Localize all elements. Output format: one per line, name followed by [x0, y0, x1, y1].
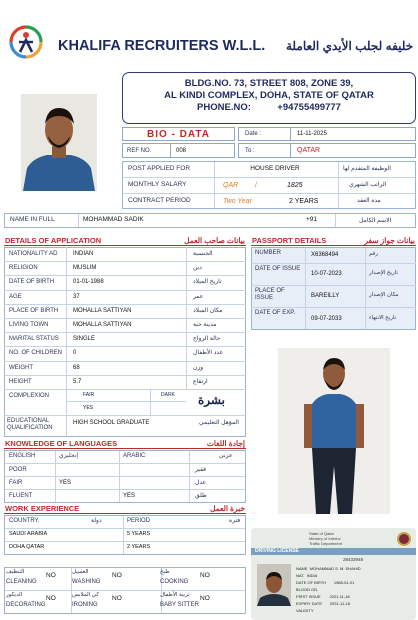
license-dept: Traffic Department	[309, 541, 342, 546]
skill-label: IRONING	[72, 602, 98, 608]
app-row-arabic: عمر	[193, 293, 204, 300]
passport-row-value: BAREILLY	[311, 293, 340, 299]
app-row-value: MOHALLA SATTIYAN	[73, 307, 132, 314]
period-label: PERIOD	[127, 518, 151, 524]
salary-currency: QAR	[223, 181, 239, 189]
complexion-arabic: بشرة	[198, 393, 225, 407]
license-number: 28433948	[343, 557, 364, 562]
language-arabic-value: YES	[123, 492, 136, 499]
license-expiry: EXPIRY DATE 2031-11-18	[296, 601, 350, 606]
complexion-yes: YES	[83, 404, 94, 411]
row-divider	[4, 361, 246, 362]
app-row-arabic: مكان الميلاد	[193, 307, 223, 314]
qatar-emblem-icon	[397, 532, 411, 546]
skill-label: BABY SITTER	[160, 602, 199, 608]
complexion-label: COMPLEXION	[9, 393, 50, 399]
app-row-arabic: مدينة حية	[193, 322, 217, 329]
license-name: NAME MOHAMMAD S. M. SHAHID	[296, 566, 361, 571]
language-english: ENGLISH	[9, 453, 36, 459]
app-row-label: AGE	[9, 293, 22, 300]
app-row-value: 37	[73, 293, 80, 300]
language-level-label: FAIR	[9, 479, 23, 486]
language-arabic-value	[120, 476, 123, 489]
passport-row-label: DATE OF EXP.	[255, 310, 296, 316]
skill-arabic: التنظيف	[6, 569, 25, 575]
app-row-label: NATIONALITY AD	[9, 251, 58, 258]
skill-label: CLEANING	[6, 579, 37, 585]
app-row-value: 0	[73, 350, 77, 357]
app-row-label: NO. OF CHILDREN	[9, 350, 63, 357]
app-row-arabic: دين	[193, 265, 202, 272]
license-blood: BLOOD GR.	[296, 587, 319, 592]
app-row-value: 01-01-1988	[73, 279, 104, 286]
experience-period: 5 YEARS	[127, 530, 151, 537]
row-divider	[4, 261, 246, 262]
education-arabic: المؤهل التعليمي	[199, 420, 239, 426]
post-value: HOUSE DRIVER	[250, 164, 300, 172]
skill-label: WASHING	[72, 579, 101, 585]
languages-title: KNOWLEDGE OF LANGUAGES	[5, 439, 118, 448]
experience-country: SAUDI ARABIA	[9, 530, 48, 537]
app-row-label: MARITAL STATUS	[9, 336, 59, 343]
app-row-label: DATE OF BIRTH	[9, 279, 55, 286]
skill-label: DECORATING	[6, 602, 46, 608]
experience-section-header	[4, 504, 246, 514]
app-row-arabic: ارتفاع	[193, 378, 208, 385]
name-code: +91	[306, 216, 318, 224]
to-value: QATAR	[297, 147, 321, 154]
post-arabic: الوظيفة المتقدم لها	[343, 166, 391, 172]
skill-label: COOKING	[160, 579, 189, 585]
app-row-arabic: وزن	[193, 364, 204, 371]
skill-value: NO	[112, 595, 122, 602]
company-logo	[6, 24, 46, 60]
skill-arabic: الغسيل	[72, 569, 89, 575]
license-issue: FIRST ISSUE 2021-11-18	[296, 594, 350, 599]
language-english-value	[56, 489, 59, 502]
skill-arabic: تربية الأطفال	[160, 592, 190, 598]
ref-label: REF NO.	[127, 147, 152, 154]
passport-row-value: X6368494	[311, 252, 339, 258]
name-value: MOHAMMAD SADIK	[83, 216, 144, 224]
company-name: KHALIFA RECRUITERS W.L.L.	[58, 38, 266, 54]
application-section-header	[4, 236, 246, 246]
app-row-label: LIVING TOWN	[9, 322, 49, 329]
skill-arabic: كي الملابس	[72, 592, 99, 598]
passport-section-header	[251, 236, 416, 246]
skill-value: NO	[46, 595, 56, 602]
education-value: HIGH SCHOOL GRADUATE	[73, 420, 150, 426]
name-table	[4, 213, 416, 228]
company-name-arabic: خليفه لجلب الأيدي العاملة	[286, 39, 414, 53]
app-row-value: INDIAN	[73, 251, 94, 258]
languages-section-header	[4, 439, 246, 449]
language-level-label: FLUENT	[9, 492, 33, 499]
row-divider	[4, 290, 246, 291]
passport-row-value: 10-07-2023	[311, 271, 342, 277]
country-arabic: دولة	[91, 518, 102, 524]
language-english-value	[56, 463, 59, 476]
skill-value: NO	[200, 595, 210, 602]
salary-value: 1825	[287, 181, 303, 189]
passport-row-arabic: رقم	[369, 251, 378, 258]
language-level-arabic: عدل	[195, 479, 207, 486]
license-title: DRIVING LICENSE	[255, 548, 299, 554]
experience-period: 2 YEARS	[127, 543, 151, 550]
skill-value: NO	[112, 572, 122, 579]
contract-arabic: مدة العقد	[357, 198, 381, 204]
address-line-2: AL KINDI COMPLEX, DOHA, STATE OF QATAR	[164, 90, 374, 101]
name-arabic: الاسم الكامل	[359, 217, 392, 224]
app-row-value: MOHALLA SATTIYAN	[73, 322, 132, 329]
date-value: 11-11-2025	[297, 131, 327, 137]
complexion-fair: FAIR	[83, 392, 95, 398]
contract-hint: Two Year	[223, 197, 252, 205]
post-label: POST APPLIED FOR	[128, 164, 191, 172]
app-row-label: HEIGHT	[9, 378, 32, 385]
license-dob: DATE OF BIRTH 1988-01-01	[296, 580, 355, 585]
salary-sep: /	[255, 181, 257, 189]
languages-title-arabic: إجادة اللغات	[206, 439, 245, 448]
passport-row-label: PLACE OF ISSUE	[255, 288, 285, 301]
country-label: COUNTRY.	[9, 518, 40, 524]
passport-title-arabic: بيانات جواز سفر	[364, 236, 415, 245]
app-row-arabic: الجنسية	[193, 251, 213, 258]
passport-row-arabic: مكان الإصدار	[369, 292, 399, 299]
app-row-arabic: تاريخ الميلاد	[193, 279, 222, 286]
license-nationality: NAT. INDIA	[296, 573, 318, 578]
driving-license-card	[251, 528, 416, 620]
app-row-arabic: عدد الأطفال	[193, 350, 224, 357]
salary-label: MONTHLY SALARY	[128, 180, 187, 188]
language-level-arabic: طلق	[195, 492, 207, 499]
app-row-value: 5.7	[73, 378, 82, 385]
salary-arabic: الراتب الشهري	[349, 182, 387, 188]
passport-title: PASSPORT DETAILS	[252, 236, 327, 245]
row-divider	[4, 375, 246, 376]
language-arabic: ARABIC	[123, 453, 146, 459]
contract-value: 2 YEARS	[289, 197, 319, 205]
to-box	[238, 143, 416, 158]
language-english-value: YES	[59, 479, 72, 486]
app-row-label: PLACE OF BIRTH	[9, 307, 59, 314]
contract-label: CONTRACT PERIOD	[128, 196, 191, 204]
app-row-label: RELIGION	[9, 265, 38, 272]
to-label: To :	[245, 147, 255, 154]
language-arabic-arabic: عربي	[219, 453, 233, 459]
language-level-arabic: فقير	[195, 466, 207, 473]
app-row-value: 68	[73, 364, 80, 371]
app-row-label: WEIGHT	[9, 364, 33, 371]
complexion-dark: DARK	[161, 392, 175, 398]
address-line-1: BLDG.NO. 73, STREET 808, ZONE 39,	[184, 78, 354, 89]
passport-row-arabic: تاريخ الانتهاء	[369, 314, 397, 321]
ref-value: 008	[176, 147, 187, 154]
education-label: EDUCATIONAL QUALIFICATION	[7, 418, 53, 431]
language-english-arabic: إنجليزي	[59, 453, 79, 459]
period-arabic: فترة	[229, 518, 241, 524]
app-row-value: MUSLIM	[73, 265, 97, 272]
passport-row-label: NUMBER	[255, 250, 282, 256]
language-arabic-value	[120, 463, 123, 476]
experience-title: WORK EXPERIENCE	[5, 504, 80, 513]
skill-value: NO	[200, 572, 210, 579]
license-validity: VALIDITY	[296, 608, 314, 613]
passport-row-label: DATE OF ISSUE	[255, 266, 301, 272]
skill-arabic: الديكور	[6, 592, 23, 598]
biodata-title-box	[122, 127, 235, 141]
passport-row-arabic: تاريخ الإصدار	[369, 270, 398, 277]
address-box	[122, 72, 416, 124]
biodata-title: BIO - DATA	[147, 128, 210, 140]
date-box	[238, 127, 416, 141]
app-row-value: SINGLE	[73, 336, 96, 343]
language-level-label: POOR	[9, 466, 27, 473]
experience-country: DOHA QATAR	[9, 543, 45, 550]
passport-row-value: 09-07-2033	[311, 315, 342, 322]
application-title-arabic: بيانات صاحب العمل	[184, 236, 245, 245]
license-ministry: Ministry of Interior	[309, 536, 341, 541]
skill-arabic: طبخ	[160, 569, 170, 575]
name-label: NAME IN FULL	[10, 216, 55, 224]
candidate-photo-full-body	[278, 348, 390, 514]
phone-line: PHONE.NO: +94755499777	[197, 102, 341, 113]
skill-value: NO	[46, 572, 56, 579]
candidate-photo-portrait	[21, 94, 97, 191]
experience-title-arabic: خبرة العمل	[209, 504, 245, 513]
license-photo	[257, 564, 291, 606]
application-title: DETAILS OF APPLICATION	[5, 236, 102, 245]
app-row-arabic: حالة الزواج	[193, 336, 221, 343]
license-state: State of Qatar	[309, 531, 334, 536]
date-label: Date :	[245, 131, 262, 137]
